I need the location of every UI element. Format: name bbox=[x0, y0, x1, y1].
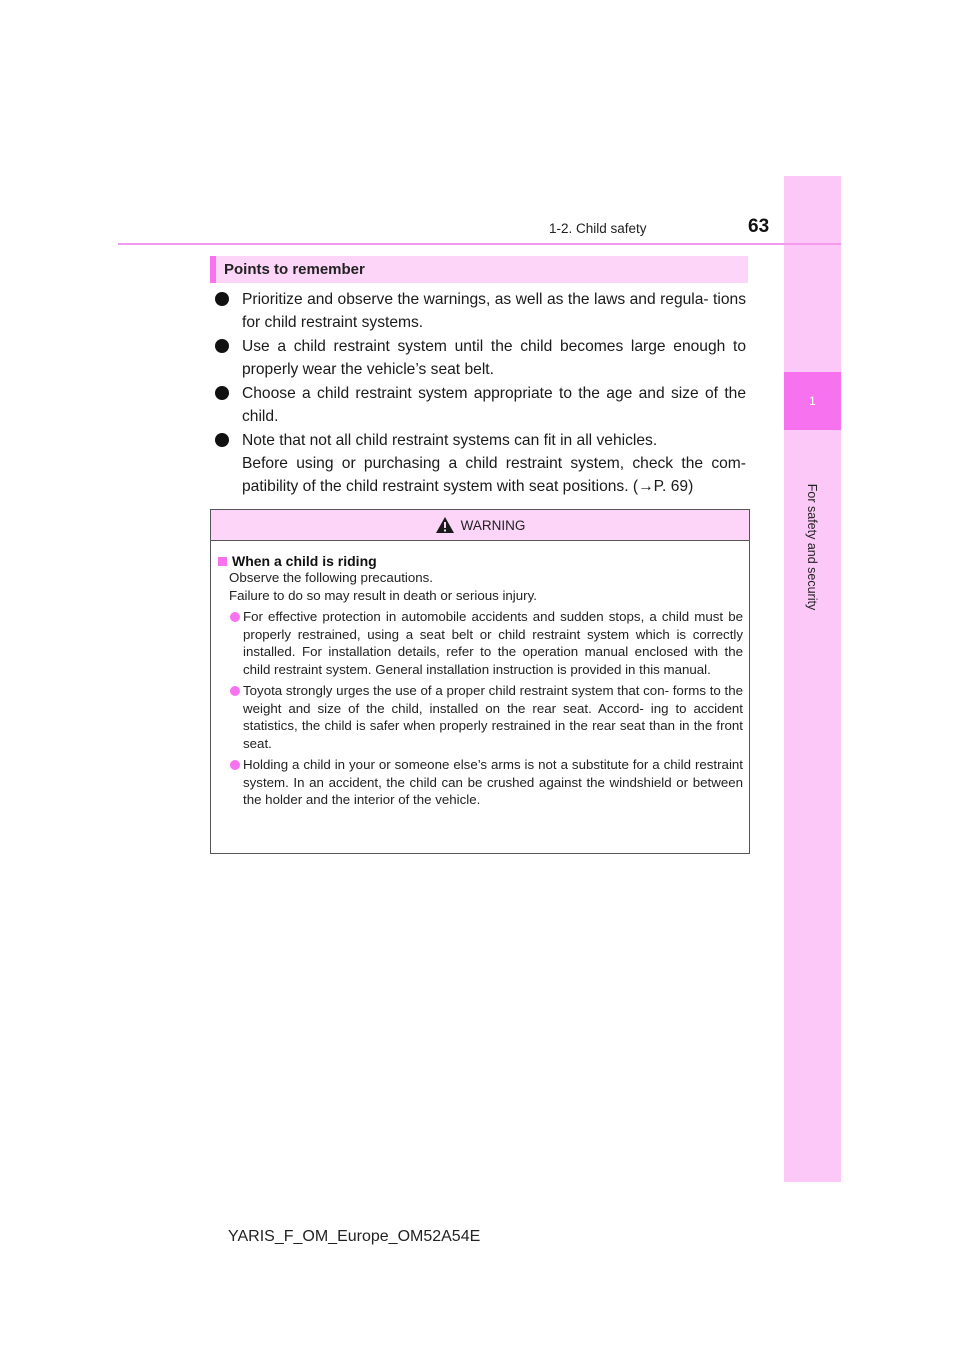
point-text: Use a child restraint system until the child becomes large enough to properly wear the vehicle’s seat belt. bbox=[242, 338, 746, 378]
points-to-remember-title: Points to remember bbox=[224, 261, 365, 278]
page-number: 63 bbox=[748, 216, 770, 237]
points-to-remember-header bbox=[210, 256, 748, 283]
square-bullet-icon bbox=[218, 557, 227, 566]
warning-item-text: Holding a child in your or someone else’s arms is not a substitute for a child restraint system. In an accident, the child can be crushed against the windshield or between the holder and the interior of the vehicle. bbox=[243, 757, 743, 807]
warning-intro-line: Failure to do so may result in death or serious injury. bbox=[229, 588, 537, 603]
bullet-icon bbox=[215, 386, 229, 400]
warning-subheading bbox=[217, 553, 743, 569]
header-divider bbox=[118, 243, 841, 245]
bullet-icon bbox=[230, 612, 240, 622]
warning-triangle-icon bbox=[435, 516, 455, 534]
point-text: Prioritize and observe the warnings, as well as the laws and regula- tions for child restraint systems. bbox=[242, 291, 746, 331]
warning-body bbox=[211, 541, 749, 809]
bullet-icon bbox=[215, 433, 229, 447]
warning-subheading-text: When a child is riding bbox=[232, 553, 377, 569]
list-item bbox=[214, 288, 746, 334]
warning-box bbox=[210, 509, 750, 854]
bullet-icon bbox=[215, 339, 229, 353]
point-text: Note that not all child restraint systems can fit in all vehicles. bbox=[242, 432, 658, 449]
list-item bbox=[214, 382, 746, 428]
warning-intro-line: Observe the following precautions. bbox=[229, 570, 433, 585]
side-tab bbox=[784, 176, 841, 1182]
bullet-icon bbox=[230, 686, 240, 696]
list-item bbox=[214, 335, 746, 381]
bullet-icon bbox=[215, 292, 229, 306]
warning-item-text: Toyota strongly urges the use of a proper child restraint system that con- forms to the weight and size of the child, installed on the rear seat. Accord- ing to accident statistics, the child is safer when properly restrained in the rear seat than in the front seat. bbox=[243, 683, 743, 751]
list-item bbox=[217, 608, 743, 678]
point-text: Choose a child restraint system appropriate to the age and size of the child. bbox=[242, 385, 746, 425]
warning-label: WARNING bbox=[460, 517, 526, 533]
list-item bbox=[217, 756, 743, 809]
list-item bbox=[214, 429, 746, 498]
list-item bbox=[217, 682, 743, 752]
warning-header bbox=[211, 510, 749, 541]
warning-item-text: For effective protection in automobile accidents and sudden stops, a child must be properly restrained, using a seat belt or child restraint system which is correctly installed. For installation details, refer to the operation manual enclosed with the child restraint system. General installation instruction is provided in this manual. bbox=[243, 609, 743, 677]
warning-list bbox=[217, 608, 743, 809]
bullet-icon bbox=[230, 760, 240, 770]
point-text-continued: Before using or purchasing a child restraint system, check the com- patibility of the child restraint system with seat positions. (→P. 69) bbox=[242, 455, 746, 495]
chapter-title: For safety and security bbox=[805, 483, 819, 611]
chapter-number: 1 bbox=[784, 372, 841, 430]
section-title: 1-2. Child safety bbox=[549, 221, 647, 236]
points-list bbox=[214, 288, 746, 499]
document-code: YARIS_F_OM_Europe_OM52A54E bbox=[228, 1228, 481, 1245]
